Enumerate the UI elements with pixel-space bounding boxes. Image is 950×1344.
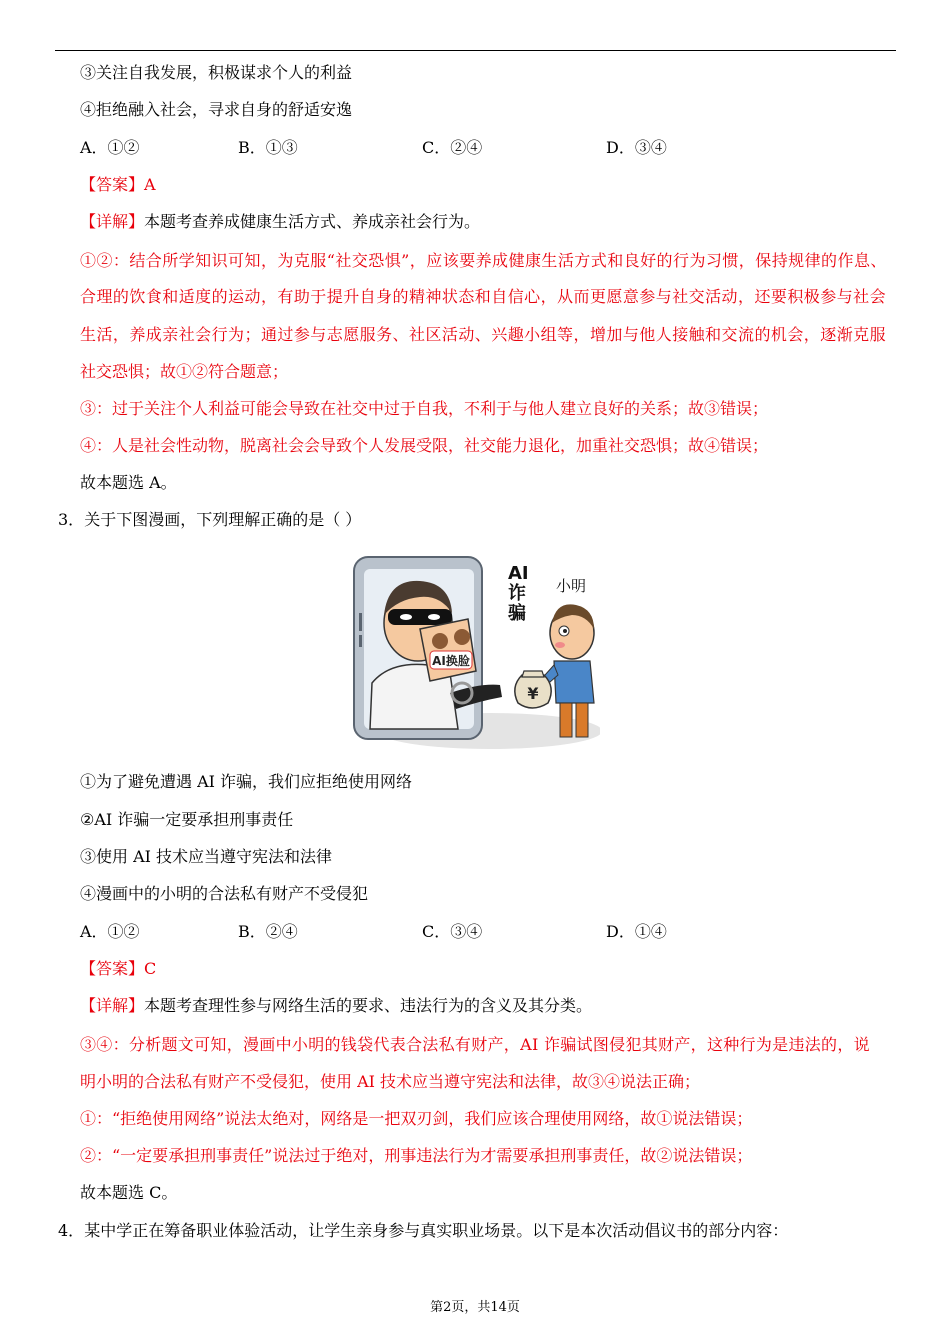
question-text: 某中学正在筹备职业体验活动，让学生亲身参与真实职业场景。以下是本次活动倡议书的部分内容： xyxy=(84,1221,789,1240)
comic-illustration xyxy=(350,553,600,753)
q2-option-b: B．①③ xyxy=(238,138,298,157)
q2-statement-4: ④拒绝融入社会，寻求自身的舒适安逸 xyxy=(80,100,353,119)
q3-explanation-line: ②：“一定要承担刑事责任”说法过于绝对，刑事违法行为才需要承担刑事责任，故②说法错误； xyxy=(80,1146,753,1165)
detail-label: 【详解】 xyxy=(80,996,145,1015)
detail-text: 本题考查理性参与网络生活的要求、违法行为的含义及其分类。 xyxy=(144,996,593,1015)
q4-stem xyxy=(58,1220,788,1242)
mask-label: AI换脸 xyxy=(432,654,470,668)
question-text: 关于下图漫画，下列理解正确的是（ ） xyxy=(84,510,362,529)
answer-value: C xyxy=(144,959,157,978)
q2-option-a: A．①② xyxy=(80,138,140,157)
q2-explanation-line: 生活，养成亲社会行为；通过参与志愿服务、社区活动、兴趣小组等，增加与他人接触和交流的机会，逐渐克服 xyxy=(80,325,887,344)
detail-text: 本题考查养成健康生活方式、养成亲社会行为。 xyxy=(144,212,481,231)
comic-title-line: AI xyxy=(508,563,529,584)
q3-answer xyxy=(80,958,156,980)
answer-value: A xyxy=(144,175,156,194)
q2-explanation-line: 社交恐惧；故①②符合题意； xyxy=(80,362,289,381)
comic-title-line: 诈 xyxy=(508,583,526,604)
q3-option-a: A．①② xyxy=(80,922,140,941)
comic-title-line: 骗 xyxy=(508,603,526,624)
q3-conclusion: 故本题选 C。 xyxy=(80,1183,178,1202)
q2-conclusion: 故本题选 A。 xyxy=(80,473,177,492)
q3-statement-2: ②AI 诈骗一定要承担刑事责任 xyxy=(80,810,294,829)
q3-option-b: B．②④ xyxy=(238,922,298,941)
q3-statement-4: ④漫画中的小明的合法私有财产不受侵犯 xyxy=(80,884,369,903)
ai-fraud-comic xyxy=(350,553,600,753)
answer-label: 【答案】 xyxy=(80,959,145,978)
q3-detail xyxy=(80,995,592,1017)
money-bag-symbol: ¥ xyxy=(527,684,539,703)
answer-label: 【答案】 xyxy=(80,175,145,194)
question-number: 4． xyxy=(58,1221,85,1240)
q3-statement-3: ③使用 AI 技术应当遵守宪法和法律 xyxy=(80,847,333,866)
q3-explanation-line: ①：“拒绝使用网络”说法太绝对，网络是一把双刃剑，我们应该合理使用网络，故①说法错误； xyxy=(80,1109,753,1128)
question-number: 3． xyxy=(58,510,85,529)
q2-statement-3: ③关注自我发展，积极谋求个人的利益 xyxy=(80,63,353,82)
q2-option-d: D．③④ xyxy=(606,138,667,157)
q3-option-c: C．③④ xyxy=(422,922,483,941)
q2-detail xyxy=(80,211,480,233)
q3-stem xyxy=(58,509,361,531)
q3-explanation-line: ③④：分析题文可知，漫画中小明的钱袋代表合法私有财产，AI 诈骗试图侵犯其财产，这种行为是违法的，说 xyxy=(80,1035,870,1054)
boy-name-label: 小明 xyxy=(556,577,587,595)
q3-option-d: D．①④ xyxy=(606,922,667,941)
page-footer: 第2页，共14页 xyxy=(430,1300,520,1315)
q2-explanation-line: ①②：结合所学知识可知，为克服“社交恐惧”，应该要养成健康生活方式和良好的行为习惯，保持规律的作息、 xyxy=(80,251,887,270)
q3-statement-1: ①为了避免遭遇 AI 诈骗，我们应拒绝使用网络 xyxy=(80,772,413,791)
q2-answer xyxy=(80,174,156,196)
q2-explanation-line: ③：过于关注个人利益可能会导致在社交中过于自我，不利于与他人建立良好的关系；故③错误； xyxy=(80,399,769,418)
q2-explanation-line: 合理的饮食和适度的运动，有助于提升自身的精神状态和自信心，从而更愿意参与社交活动，还要积极参与社会 xyxy=(80,287,887,306)
detail-label: 【详解】 xyxy=(80,212,145,231)
q3-explanation-line: 明小明的合法私有财产不受侵犯，使用 AI 技术应当遵守宪法和法律，故③④说法正确； xyxy=(80,1072,701,1091)
q2-option-c: C．②④ xyxy=(422,138,483,157)
q2-explanation-line: ④：人是社会性动物，脱离社会会导致个人发展受限，社交能力退化，加重社交恐惧；故④错误； xyxy=(80,436,769,455)
header-rule xyxy=(55,50,896,51)
